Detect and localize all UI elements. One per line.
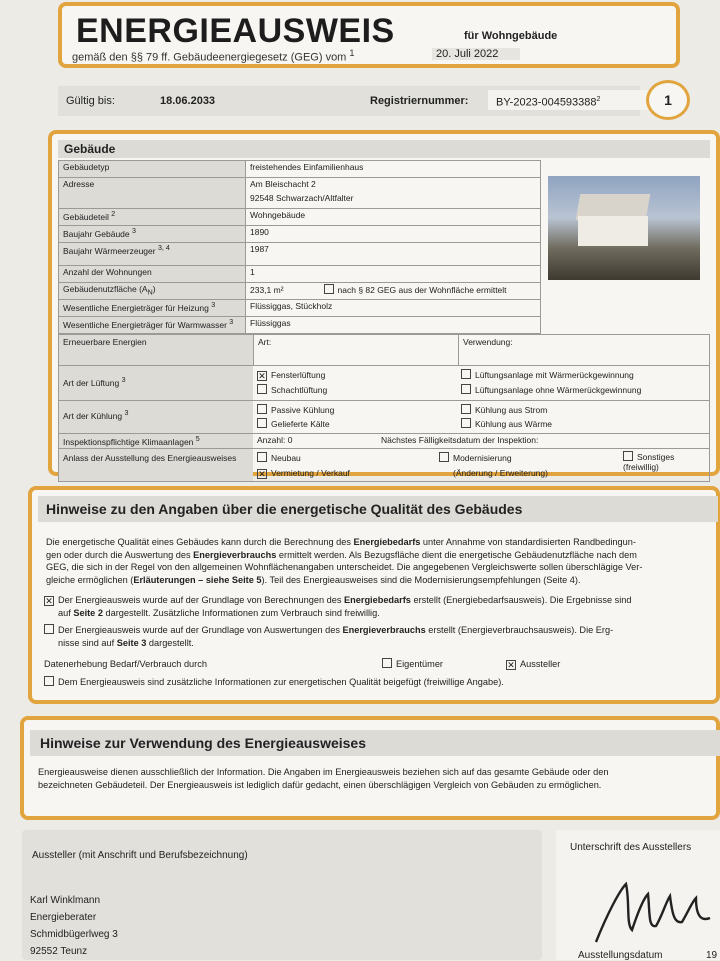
law-reference: gemäß den §§ 79 ff. Gebäudeenergiegesetz (GEG) vom $^1$ (72, 48, 355, 64)
cooling-options-left: Passive Kühlung Gelieferte Kälte (253, 401, 457, 433)
extra-info-option: Dem Energieausweis sind zusätzliche Informationen zur energetischen Qualität beigefügt (freiwillige Angabe). (44, 676, 504, 689)
issue-reason-label: Anlass der Ausstellung des Energieausweises (59, 449, 253, 481)
house-wall (578, 216, 648, 246)
renewables-label: Erneuerbare Energien (59, 335, 253, 365)
quality-notes-paragraph: Die energetische Qualität eines Gebäudes kann durch die Berechnung des Energiebedarfs unter Annahme von standardisierten Randbedingun- gen oder durch die Auswertung des Energieverbrauchs ermittelt werden. Als Bezugsfläche dient die energetische Gebäudenutzfläche nach dem GEG, die sich in der Regel von den allgemeinen Wohnflächenangaben unterscheidet. Die angegebenen Vergleichswerte sollen überschlägige Ver- gleiche ermöglichen (Erläuterungen – siehe Seite 5). Teil des Energieausweises sind die Modernisierungsempfehlungen (Seite 4). (46, 537, 643, 585)
other-reason-checkbox[interactable] (623, 451, 633, 461)
delivered-cold-checkbox[interactable] (257, 418, 267, 428)
heat-cooling-checkbox[interactable] (461, 418, 471, 428)
construction-year-value: 1890 (246, 226, 541, 243)
electric-cooling-checkbox[interactable] (461, 404, 471, 414)
building-photo (548, 176, 700, 280)
owner-checkbox[interactable] (382, 658, 392, 668)
building-table (58, 160, 541, 334)
cooling-label: Art der Kühlung $^3$ (59, 401, 253, 433)
valid-label: Gültig bis: (66, 95, 115, 107)
heating-carrier-label: Wesentliche Energieträger für Heizung $^3$ (59, 300, 246, 317)
building-section (48, 130, 720, 479)
law-date: 20. Juli 2022 (432, 48, 520, 60)
demand-certificate-checkbox[interactable]: ✕ (45, 596, 53, 606)
building-lower-rows (58, 334, 710, 482)
collection-owner: Eigentümer (382, 658, 443, 671)
building-type-value: freistehendes Einfamilienhaus (246, 161, 541, 178)
ac-label: Inspektionspflichtige Klimaanlagen $^5$ (59, 434, 253, 448)
valid-date: 18.06.2033 (160, 95, 216, 107)
heating-carrier-value: Flüssiggas, Stückholz (246, 300, 541, 317)
issue-reason-left: Neubau ✕ Vermietung / Verkauf (258, 453, 350, 479)
usage-notes-heading: Hinweise zur Verwendung des Energieausweises (30, 730, 720, 756)
issuer-checkbox[interactable]: ✕ (507, 660, 515, 670)
usable-area-label: Gebäudenutzfläche $(A_N)$ (59, 283, 246, 300)
ventilation-label: Art der Lüftung $^3$ (59, 366, 253, 400)
signature-label: Unterschrift des Ausstellers (570, 842, 692, 853)
construction-year-label: Baujahr Gebäude $^3$ (59, 226, 246, 243)
units-value: 1 (246, 266, 541, 283)
consumption-option: Der Energieausweis wurde auf der Grundlage von Auswertungen des Energieverbrauchs erstellt (Energieverbrauchsausweis). Die Erg- nisse sind auf Seite 3 dargestellt. (44, 624, 720, 649)
data-collection-label: Datenerhebung Bedarf/Verbrauch durch (44, 659, 207, 669)
building-part-value: Wohngebäude (246, 209, 541, 226)
renewables-type: Art: (253, 335, 458, 365)
address-value: Am Bleischacht 2 92548 Schwarzach/Altfalter (246, 178, 541, 209)
ventilation-options-right: Lüftungsanlage mit Wärmerückgewinnung Lüftungsanlage ohne Wärmerückgewinnung (457, 366, 709, 400)
ventilation-without-recovery-checkbox[interactable] (461, 384, 471, 394)
validity-bar (58, 86, 640, 116)
usage-notes-text: Energieausweise dienen ausschließlich der Information. Die Angaben im Energieausweis beziehen sich auf das gesamte Gebäude oder den bezeichneten Gebäudeteil. Der Energieausweis ist lediglich dafür gedacht, einen überschlägigen Vergleich von Gebäuden zu ermöglichen. (38, 767, 609, 790)
collection-issuer: ✕ Aussteller (507, 659, 561, 670)
ventilation-with-recovery-checkbox[interactable] (461, 369, 471, 379)
address-label: Adresse (59, 178, 246, 209)
issue-date-partial: 19 (706, 950, 718, 961)
cooling-options-right: Kühlung aus Strom Kühlung aus Wärme (457, 401, 709, 433)
shaft-ventilation-checkbox[interactable] (257, 384, 267, 394)
building-heading: Gebäude (58, 140, 710, 158)
page-number-badge: 1 (646, 80, 690, 120)
building-type-label: Gebäudetyp (59, 161, 246, 178)
rental-sale-checkbox[interactable]: ✕ (258, 469, 266, 479)
heater-year-label: Baujahr Wärmeerzeuger $^{3, 4}$ (59, 243, 246, 266)
issuer-address: Karl Winklmann Energieberater Schmidbügerlweg 3 92552 Teunz (30, 895, 118, 957)
registration-label: Registriernummer: (370, 95, 469, 107)
new-build-checkbox[interactable] (257, 452, 267, 462)
issue-date-label: Ausstellungsdatum (578, 950, 663, 961)
header-box (58, 2, 680, 68)
units-label: Anzahl der Wohnungen (59, 266, 246, 283)
quality-notes-heading: Hinweise zu den Angaben über die energetische Qualität des Gebäudes (38, 496, 718, 522)
issue-reason-middle: Modernisierung (Änderung / Erweiterung) (435, 449, 619, 481)
issue-reason-right: Sonstiges (freiwillig) (623, 452, 675, 472)
modernisation-checkbox[interactable] (439, 452, 449, 462)
usage-notes-section (20, 716, 720, 820)
heater-year-value: 1987 (246, 243, 541, 266)
document-title: ENERGIEAUSWEIS (76, 12, 395, 50)
document-subtitle: für Wohngebäude (464, 30, 558, 42)
ac-next-inspection: Nächstes Fälligkeitsdatum der Inspektion: (381, 435, 539, 445)
area-note-checkbox[interactable] (324, 284, 334, 294)
water-carrier-value: Flüssiggas (246, 317, 541, 334)
ventilation-options-left: ✕ Fensterlüftung Schachtlüftung (258, 370, 328, 395)
extra-info-checkbox[interactable] (44, 676, 54, 686)
issuer-box (22, 830, 542, 960)
usable-area-value: 233,1 m² nach § 82 GEG aus der Wohnfläche ermittelt (246, 283, 541, 300)
renewables-use: Verwendung: (458, 335, 709, 365)
building-part-label: Gebäudeteil $^2$ (59, 209, 246, 226)
quality-notes-section (28, 486, 720, 704)
window-ventilation-checkbox[interactable]: ✕ (258, 371, 266, 381)
issuer-label: Aussteller (mit Anschrift und Berufsbezeichnung) (32, 850, 248, 861)
registration-number: BY-2023-004593388$^2$ (488, 90, 652, 110)
ac-count: Anzahl: 0 (257, 435, 293, 445)
signature-image (586, 872, 720, 952)
demand-option: ✕ Der Energieausweis wurde auf der Grundlage von Berechnungen des Energiebedarfs erstellt (Energiebedarfsausweis). Die Ergebnisse sind auf Seite 2 dargestellt. Zusätzliche Informationen zum Verbrauch sind freiwillig. (45, 595, 632, 618)
passive-cooling-checkbox[interactable] (257, 404, 267, 414)
consumption-certificate-checkbox[interactable] (44, 624, 54, 634)
signature-area (556, 830, 720, 960)
water-carrier-label: Wesentliche Energieträger für Warmwasser $^3$ (59, 317, 246, 334)
